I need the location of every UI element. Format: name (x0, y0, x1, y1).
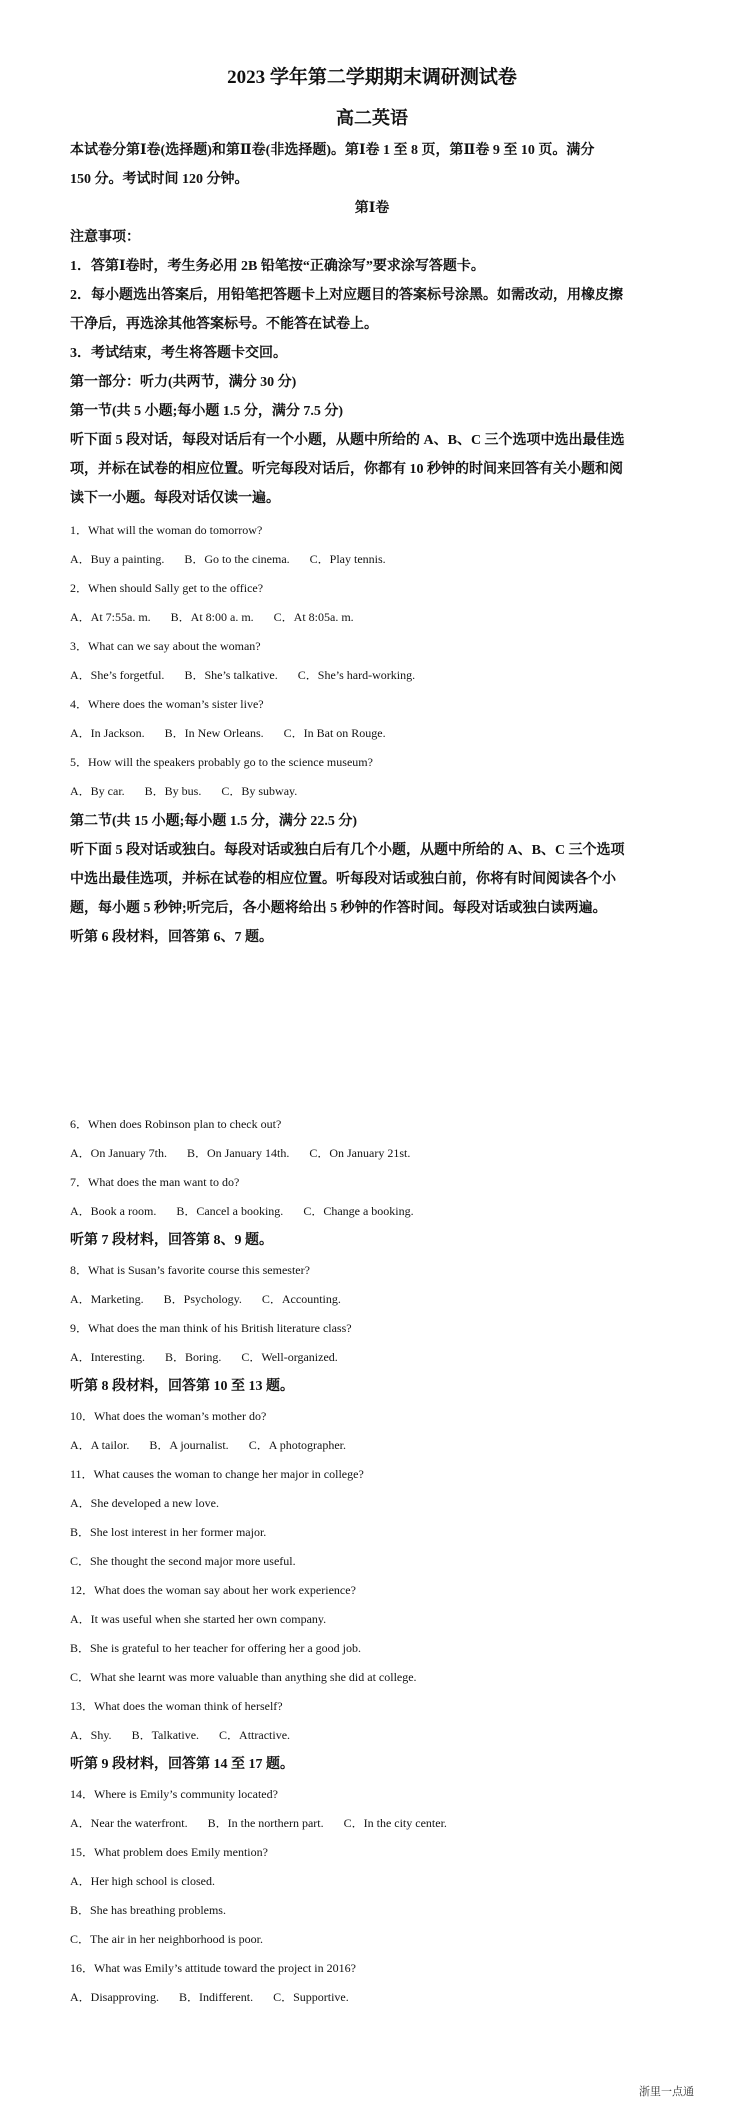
part1-title: 第一部分：听力(共两节，满分 30 分) (70, 375, 297, 390)
question-1: 1．What will the woman do tomorrow? (70, 523, 263, 537)
intro-line: 150 分。考试时间 120 分钟。 (70, 172, 249, 187)
option-b: B．At 8:00 a. m. (170, 610, 254, 624)
question-5: 5．How will the speakers probably go to the science museum? (70, 755, 373, 769)
options-16 (70, 1989, 349, 2005)
options-5 (70, 783, 297, 799)
option-b: B．Go to the cinema. (184, 552, 290, 566)
question-11: 11．What causes the woman to change her major in college? (70, 1467, 364, 1481)
question-2: 2．When should Sally get to the office? (70, 581, 264, 595)
exam-subtitle: 高二英语 (336, 108, 408, 128)
option-a: A．Her high school is closed. (70, 1874, 215, 1888)
option-a: A．Disapproving. (70, 1990, 159, 2004)
option-b: B．She is grateful to her teacher for offering her a good job. (70, 1641, 362, 1655)
option-c: C．Well-organized. (241, 1350, 338, 1364)
section1-title: 第一节(共 5 小题;每小题 1.5 分，满分 7.5 分) (70, 404, 343, 419)
option-a: A．She developed a new love. (70, 1496, 219, 1510)
option-b: B．Indifferent. (179, 1990, 254, 2004)
notice-line: 干净后，再选涂其他答案标号。不能答在试卷上。 (70, 317, 378, 332)
option-b: B．Talkative. (131, 1728, 200, 1742)
intro-line: 本试卷分第Ⅰ卷(选择题)和第Ⅱ卷(非选择题)。第Ⅰ卷 1 至 8 页，第Ⅱ卷 9 至 10 页。满分 (70, 143, 595, 158)
option-b: B．She lost interest in her former major. (70, 1525, 267, 1539)
option-c: C．Supportive. (273, 1990, 349, 2004)
option-c: C．By subway. (221, 784, 298, 798)
option-b: B．Boring. (164, 1350, 222, 1364)
notice-line: 1．答第Ⅰ卷时，考生务必用 2B 铅笔按“正确涂写”要求涂写答题卡。 (70, 259, 485, 274)
option-b: B．Cancel a booking. (176, 1204, 284, 1218)
notice-line: 3．考试结束，考生将答题卡交回。 (70, 346, 287, 361)
options-4 (70, 725, 386, 741)
section1-instruction: 听下面 5 段对话，每段对话后有一个小题，从题中所给的 A、B、C 三个选项中选出最佳选 (70, 433, 625, 448)
option-b: B．A journalist. (149, 1438, 229, 1452)
option-c: C．What she learnt was more valuable than anything she did at college. (70, 1670, 417, 1684)
options-10 (70, 1437, 346, 1453)
question-10: 10．What does the woman’s mother do? (70, 1409, 267, 1423)
option-b: B．She’s talkative. (184, 668, 278, 682)
options-3 (70, 667, 415, 683)
option-b: B．In the northern part. (207, 1816, 324, 1830)
section2-instruction: 题，每小题 5 秒钟;听完后，各小题将给出 5 秒钟的作答时间。每段对话或独白读两遍。 (70, 901, 607, 916)
option-a: A．Buy a painting. (70, 552, 165, 566)
option-c: C．Change a booking. (303, 1204, 414, 1218)
option-b: B．In New Orleans. (164, 726, 264, 740)
section-heading: 第Ⅰ卷 (354, 201, 390, 216)
question-12: 12．What does the woman say about her work experience? (70, 1583, 356, 1597)
option-b: B．Psychology. (163, 1292, 242, 1306)
options-7 (70, 1203, 414, 1219)
option-a: A．In Jackson. (70, 726, 145, 740)
option-b: B．On January 14th. (187, 1146, 290, 1160)
notice-line: 2．每小题选出答案后，用铅笔把答题卡上对应题目的答案标号涂黑。如需改动，用橡皮擦 (70, 288, 623, 303)
question-4: 4．Where does the woman’s sister live? (70, 697, 264, 711)
option-a: A．She’s forgetful. (70, 668, 165, 682)
option-c: C．Play tennis. (309, 552, 386, 566)
option-c: C．In the city center. (343, 1816, 447, 1830)
option-c: C．A photographer. (248, 1438, 347, 1452)
notice-title: 注意事项： (70, 230, 140, 245)
question-9: 9．What does the man think of his British literature class? (70, 1321, 352, 1335)
footer-watermark: 浙里一点通 (639, 2086, 694, 2098)
question-6: 6．When does Robinson plan to check out? (70, 1117, 282, 1131)
option-c: C．The air in her neighborhood is poor. (70, 1932, 263, 1946)
question-13: 13．What does the woman think of herself? (70, 1699, 283, 1713)
option-c: C．Attractive. (219, 1728, 291, 1742)
option-a: A．It was useful when she started her own company. (70, 1612, 327, 1626)
material-6-heading: 听第 6 段材料，回答第 6、7 题。 (70, 930, 273, 945)
option-b: B．By bus. (144, 784, 202, 798)
question-3: 3．What can we say about the woman? (70, 639, 261, 653)
options-13 (70, 1727, 290, 1743)
question-16: 16．What was Emily’s attitude toward the project in 2016? (70, 1961, 356, 1975)
option-a: A．A tailor. (70, 1438, 130, 1452)
option-c: C．She thought the second major more useful. (70, 1554, 296, 1568)
option-a: A．Interesting. (70, 1350, 145, 1364)
option-a: A．By car. (70, 784, 125, 798)
material-8-heading: 听第 8 段材料，回答第 10 至 13 题。 (70, 1379, 294, 1394)
options-14 (70, 1815, 447, 1831)
options-1 (70, 551, 386, 567)
section1-instruction: 读下一小题。每段对话仅读一遍。 (70, 491, 280, 506)
question-15: 15．What problem does Emily mention? (70, 1845, 268, 1859)
option-a: A．Marketing. (70, 1292, 144, 1306)
option-c: C．In Bat on Rouge. (283, 726, 386, 740)
option-a: A．Near the waterfront. (70, 1816, 188, 1830)
section2-title: 第二节(共 15 小题;每小题 1.5 分，满分 22.5 分) (70, 814, 357, 829)
option-c: C．She’s hard-working. (297, 668, 416, 682)
question-7: 7．What does the man want to do? (70, 1175, 240, 1189)
question-14: 14．Where is Emily’s community located? (70, 1787, 278, 1801)
option-a: A．Book a room. (70, 1204, 157, 1218)
section2-instruction: 中选出最佳选项，并标在试卷的相应位置。听每段对话或独白前，你将有时间阅读各个小 (70, 872, 616, 887)
option-a: A．At 7:55a. m. (70, 610, 151, 624)
options-9 (70, 1349, 338, 1365)
options-6 (70, 1145, 410, 1161)
options-8 (70, 1291, 341, 1307)
option-c: C．At 8:05a. m. (273, 610, 354, 624)
options-2 (70, 609, 354, 625)
question-8: 8．What is Susan’s favorite course this semester? (70, 1263, 310, 1277)
exam-title: 2023 学年第二学期期末调研测试卷 (227, 67, 517, 88)
material-9-heading: 听第 9 段材料，回答第 14 至 17 题。 (70, 1757, 294, 1772)
option-a: A．Shy. (70, 1728, 112, 1742)
option-c: C．Accounting. (261, 1292, 341, 1306)
option-a: A．On January 7th. (70, 1146, 167, 1160)
option-c: C．On January 21st. (309, 1146, 411, 1160)
section2-instruction: 听下面 5 段对话或独白。每段对话或独白后有几个小题，从题中所给的 A、B、C 三个选项 (70, 843, 625, 858)
option-b: B．She has breathing problems. (70, 1903, 226, 1917)
section1-instruction: 项，并标在试卷的相应位置。听完每段对话后，你都有 10 秒钟的时间来回答有关小题和阅 (70, 462, 623, 477)
material-7-heading: 听第 7 段材料，回答第 8、9 题。 (70, 1233, 273, 1248)
